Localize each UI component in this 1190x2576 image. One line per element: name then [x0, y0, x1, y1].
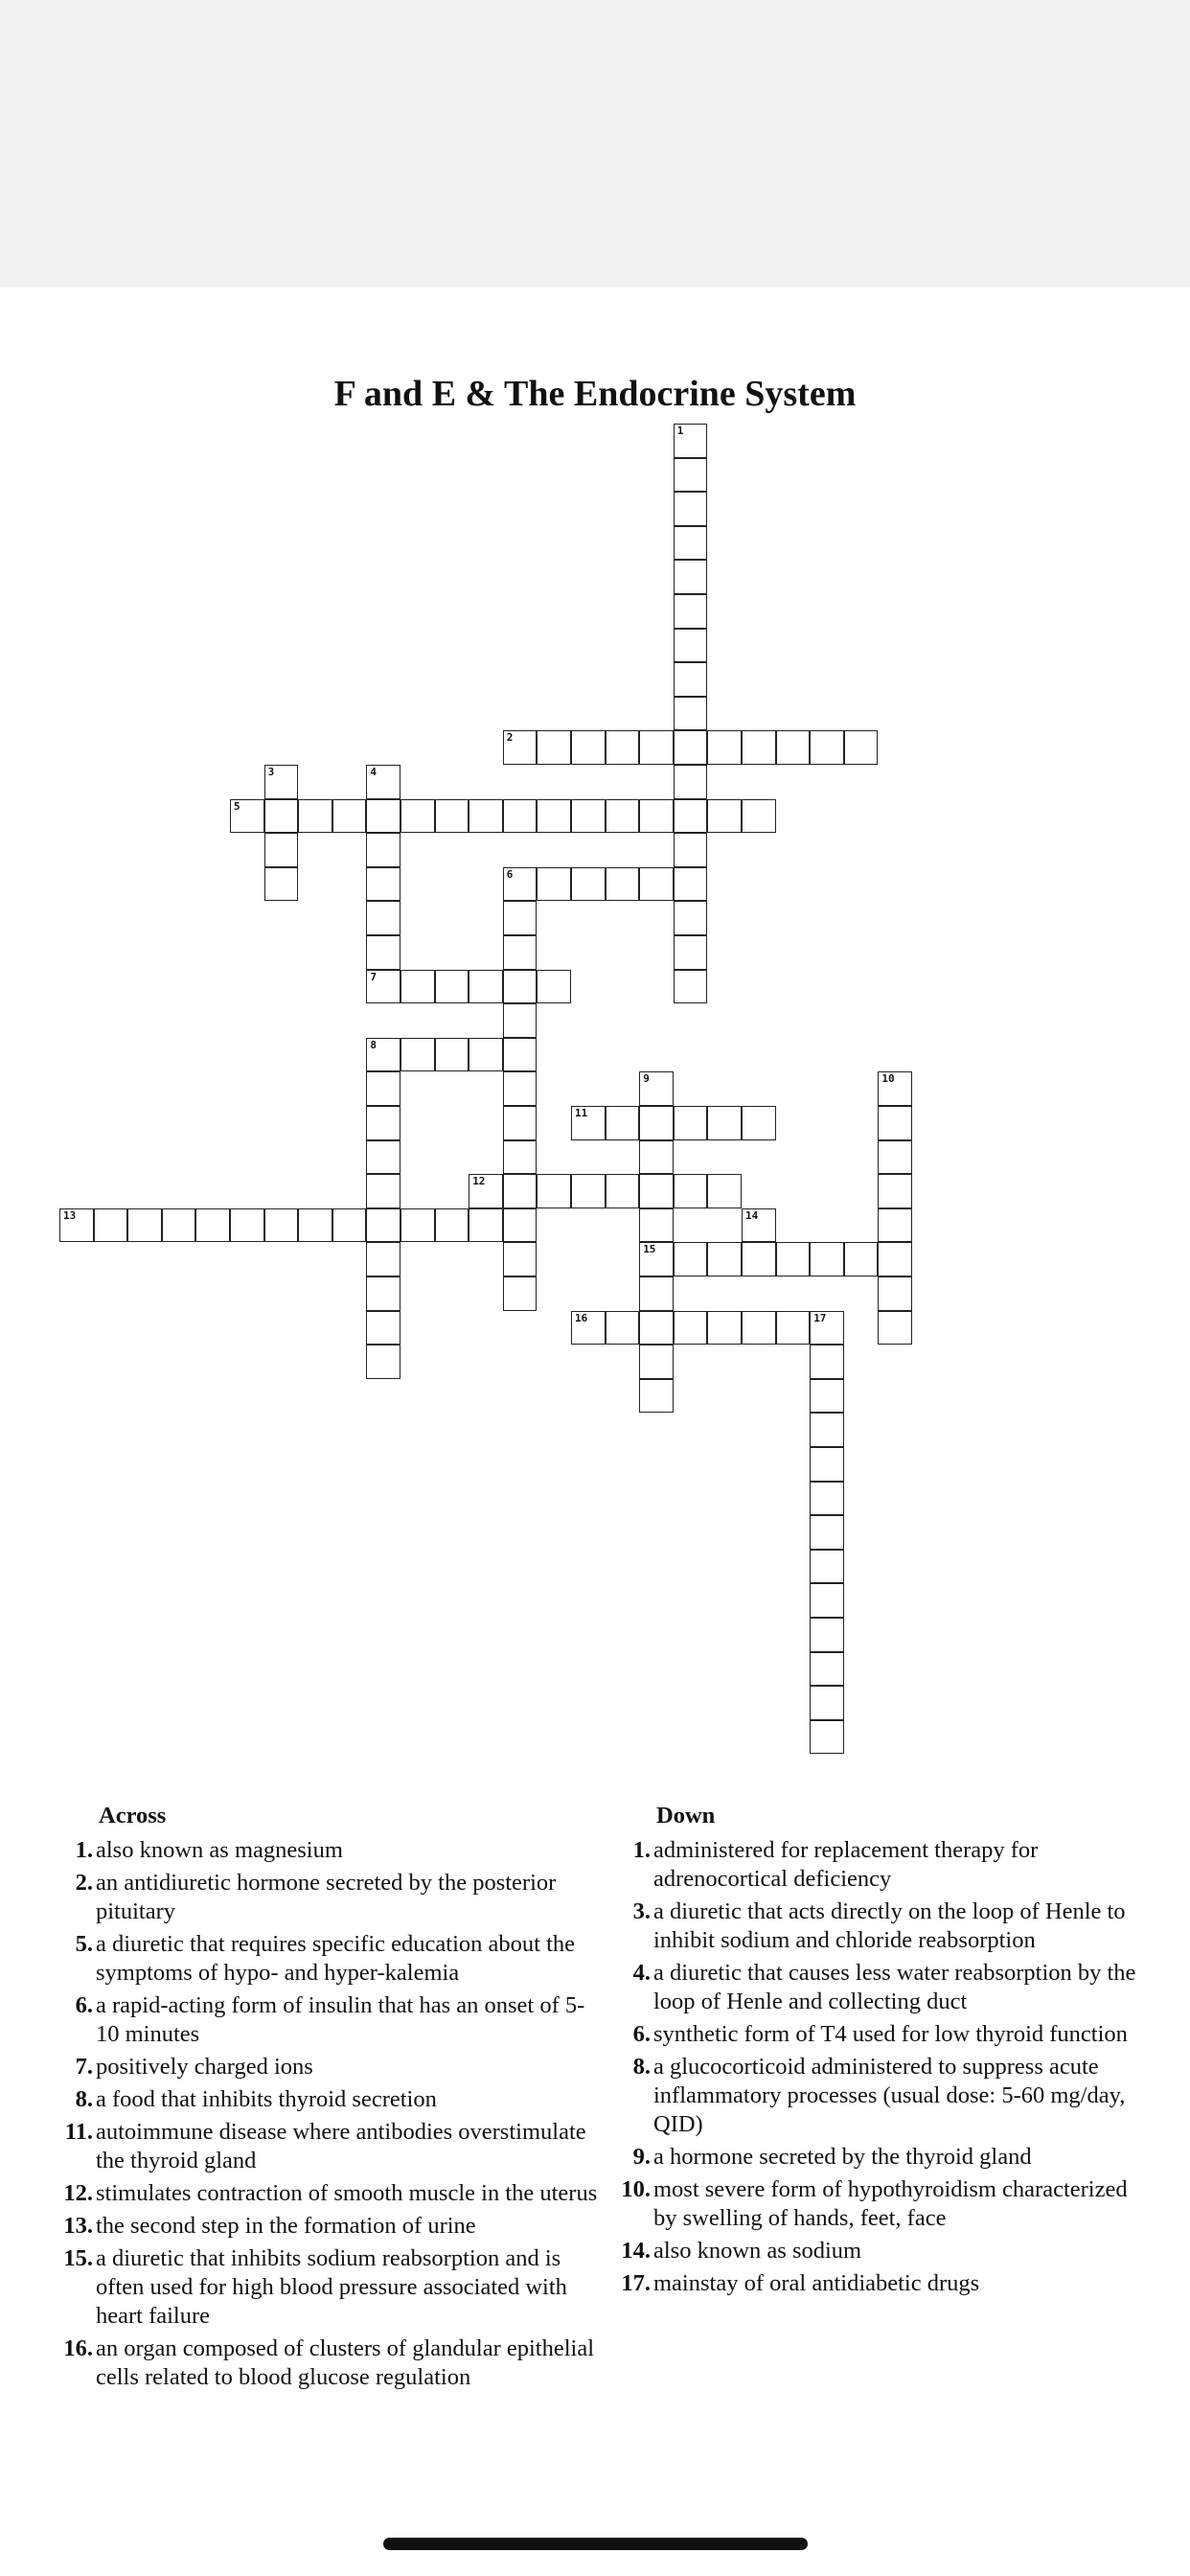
clue-item — [46, 2053, 602, 2082]
cell-number: 8 — [370, 1038, 378, 1051]
grid-cell[interactable] — [366, 935, 400, 970]
grid-cell[interactable] — [810, 1482, 844, 1516]
grid-cell[interactable] — [707, 1242, 742, 1276]
puzzle-title: F and E & The Endocrine System — [333, 374, 857, 414]
grid-cell[interactable] — [639, 799, 674, 834]
grid-cell[interactable] — [742, 1242, 776, 1276]
clue-text: synthetic form of T4 used for low thyroid function — [653, 2021, 1128, 2047]
grid-cell[interactable] — [298, 1208, 332, 1243]
clue-number: 5. — [75, 1931, 93, 1957]
clue-number: 11. — [64, 2119, 93, 2145]
grid-cell[interactable] — [674, 1174, 708, 1208]
grid-cell[interactable] — [537, 970, 571, 1004]
cell-number: 1 — [676, 425, 684, 437]
grid-cell[interactable] — [606, 730, 640, 765]
grid-cell[interactable] — [674, 799, 708, 834]
grid-cell[interactable] — [810, 1413, 844, 1447]
grid-cell[interactable] — [366, 799, 400, 834]
grid-cell[interactable] — [366, 1208, 400, 1243]
grid-cell[interactable] — [639, 1242, 674, 1276]
grid-cell[interactable] — [606, 1311, 640, 1346]
clue-number: 1. — [632, 1837, 651, 1863]
grid-cell[interactable] — [674, 867, 708, 902]
grid-cell[interactable] — [503, 1106, 538, 1140]
grid-cell[interactable] — [639, 1140, 674, 1175]
clue-text: administered for replacement therapy for adrenocortical deficiency — [653, 1837, 1039, 1892]
grid-cell[interactable] — [571, 799, 606, 834]
grid-cell[interactable] — [707, 1106, 742, 1140]
clue-text: a food that inhibits thyroid secretion — [96, 2086, 437, 2112]
grid-cell[interactable] — [810, 1447, 844, 1482]
grid-cell[interactable] — [639, 1345, 674, 1379]
grid-cell[interactable] — [878, 1174, 912, 1208]
clue-item — [604, 1836, 1150, 1894]
grid-cell[interactable] — [571, 1311, 606, 1346]
grid-cell[interactable] — [674, 492, 708, 526]
clue-number: 8. — [632, 2054, 651, 2080]
cell-number: 5 — [234, 799, 240, 813]
grid-cell[interactable] — [742, 799, 776, 834]
grid-cell[interactable] — [503, 867, 538, 902]
grid-cell[interactable] — [810, 1345, 844, 1379]
grid-cell[interactable] — [639, 1379, 674, 1414]
clue-text: stimulates contraction of smooth muscle in the uterus — [96, 2180, 598, 2206]
grid-cell[interactable] — [366, 1038, 400, 1072]
grid-cell[interactable] — [810, 1379, 844, 1414]
cell-number: 3 — [267, 766, 275, 778]
grid-cell[interactable] — [503, 970, 538, 1004]
grid-cell[interactable] — [195, 1208, 230, 1243]
grid-cell[interactable] — [94, 1208, 128, 1243]
grid-cell[interactable] — [810, 1686, 844, 1720]
grid-cell[interactable] — [674, 662, 708, 697]
across-clues — [46, 1800, 602, 2396]
grid-cell[interactable] — [366, 1242, 400, 1276]
clue-text: a diuretic that inhibits sodium reabsorption and is often used for high blood pressure associated with heart failure — [96, 2245, 567, 2329]
grid-cell[interactable] — [707, 730, 742, 765]
grid-cell[interactable] — [742, 730, 776, 765]
grid-cell[interactable] — [127, 1208, 162, 1243]
grid-cell[interactable] — [707, 799, 742, 834]
grid-cell[interactable] — [674, 833, 708, 867]
grid-cell[interactable] — [230, 1208, 264, 1243]
grid-cell[interactable] — [810, 1618, 844, 1652]
grid-cell[interactable] — [503, 1003, 538, 1038]
clue-number: 4. — [632, 1960, 651, 1986]
clue-number: 6. — [632, 2021, 651, 2047]
grid-cell[interactable] — [810, 730, 844, 765]
down-clues — [604, 1800, 1150, 2302]
grid-cell[interactable] — [571, 1174, 606, 1208]
grid-cell[interactable] — [264, 1208, 299, 1243]
grid-cell[interactable] — [503, 901, 538, 935]
clue-number: 14. — [621, 2238, 651, 2264]
clue-text: a hormone secreted by the thyroid gland — [653, 2144, 1032, 2170]
grid-cell[interactable] — [878, 1106, 912, 1140]
clue-text: also known as magnesium — [96, 1837, 343, 1863]
grid-cell[interactable] — [878, 1208, 912, 1243]
across-heading: Across — [99, 1803, 167, 1828]
grid-cell[interactable] — [878, 1140, 912, 1175]
clue-item — [46, 2118, 602, 2175]
top-blank-band — [0, 0, 1190, 288]
clue-item — [604, 1959, 1150, 2016]
grid-cell[interactable] — [366, 867, 400, 902]
clue-item — [46, 2334, 602, 2392]
grid-cell[interactable] — [503, 935, 538, 970]
grid-cell[interactable] — [366, 1140, 400, 1175]
clue-item — [46, 2179, 602, 2208]
grid-cell[interactable] — [810, 1583, 844, 1618]
grid-cell[interactable] — [674, 1106, 708, 1140]
grid-cell[interactable] — [400, 970, 435, 1004]
grid-cell[interactable] — [571, 1106, 606, 1140]
clue-text: a rapid-acting form of insulin that has an onset of 5-10 minutes — [96, 1992, 585, 2047]
grid-cell[interactable] — [571, 867, 606, 902]
grid-cell[interactable] — [810, 1550, 844, 1584]
cell-number: 9 — [643, 1072, 650, 1086]
grid-cell[interactable] — [742, 1106, 776, 1140]
grid-cell[interactable] — [264, 833, 299, 867]
grid-cell[interactable] — [435, 799, 469, 834]
grid-cell[interactable] — [639, 1276, 674, 1311]
grid-cell[interactable] — [776, 730, 811, 765]
grid-cell[interactable] — [503, 1071, 538, 1106]
grid-cell[interactable] — [435, 970, 469, 1004]
clue-item — [46, 1930, 602, 1988]
grid-cell[interactable] — [810, 1515, 844, 1550]
grid-cell[interactable] — [878, 1071, 912, 1106]
grid-cell[interactable] — [332, 799, 367, 834]
grid-cell[interactable] — [366, 1276, 400, 1311]
clue-number: 17. — [621, 2270, 651, 2296]
grid-cell[interactable] — [844, 1242, 879, 1276]
grid-cell[interactable] — [674, 765, 708, 799]
clue-item — [46, 1991, 602, 2049]
clue-number: 12. — [63, 2180, 93, 2206]
grid-cell[interactable] — [674, 424, 708, 458]
grid-cell[interactable] — [264, 799, 299, 834]
clue-number: 15. — [63, 2245, 93, 2271]
grid-cell[interactable] — [674, 935, 708, 970]
grid-cell[interactable] — [264, 867, 299, 902]
grid-cell[interactable] — [298, 799, 332, 834]
grid-cell[interactable] — [366, 970, 400, 1004]
clue-text: a diuretic that requires specific education about the symptoms of hypo- and hyper-kalemia — [96, 1931, 576, 1986]
clue-number: 7. — [75, 2054, 93, 2080]
cell-number: 16 — [575, 1311, 588, 1324]
grid-cell[interactable] — [366, 1071, 400, 1106]
grid-cell[interactable] — [606, 867, 640, 902]
down-clue-list — [604, 1836, 1150, 2298]
grid-cell[interactable] — [503, 1174, 538, 1208]
grid-cell[interactable] — [810, 1311, 844, 1346]
grid-cell[interactable] — [878, 1311, 912, 1346]
grid-cell[interactable] — [366, 901, 400, 935]
grid-cell[interactable] — [366, 1311, 400, 1346]
grid-cell[interactable] — [400, 799, 435, 834]
cell-number: 10 — [881, 1072, 895, 1086]
grid-cell[interactable] — [674, 901, 708, 935]
cell-number: 11 — [575, 1107, 588, 1119]
across-clue-list — [46, 1836, 602, 2392]
grid-cell[interactable] — [674, 1311, 708, 1346]
clue-text: positively charged ions — [96, 2054, 313, 2080]
grid-cell[interactable] — [503, 1276, 538, 1311]
grid-cell[interactable] — [606, 1106, 640, 1140]
grid-cell[interactable] — [639, 730, 674, 765]
grid-cell[interactable] — [674, 560, 708, 594]
clue-number: 1. — [75, 1837, 93, 1863]
grid-cell[interactable] — [400, 1208, 435, 1243]
clue-text: the second step in the formation of urine — [96, 2213, 476, 2239]
clue-number: 13. — [63, 2213, 93, 2239]
grid-cell[interactable] — [707, 1174, 742, 1208]
grid-cell[interactable] — [674, 526, 708, 561]
grid-cell[interactable] — [469, 1174, 503, 1208]
down-heading: Down — [656, 1803, 716, 1828]
clue-number: 3. — [632, 1898, 651, 1924]
grid-cell[interactable] — [469, 1208, 503, 1243]
cell-number: 15 — [643, 1243, 656, 1256]
clue-item — [604, 2053, 1150, 2139]
clue-text: mainstay of oral antidiabetic drugs — [653, 2270, 980, 2296]
clue-text: a diuretic that causes less water reabsorption by the loop of Henle and collecting duct — [653, 1960, 1136, 2014]
cell-number: 14 — [745, 1208, 759, 1222]
grid-cell[interactable] — [674, 730, 708, 765]
grid-cell[interactable] — [366, 1345, 400, 1379]
clue-item — [46, 2244, 602, 2331]
clue-number: 8. — [75, 2086, 93, 2112]
grid-cell[interactable] — [674, 629, 708, 663]
clue-item — [604, 2269, 1150, 2298]
clue-number: 10. — [621, 2176, 651, 2202]
cell-number: 13 — [63, 1208, 77, 1222]
grid-cell[interactable] — [810, 1652, 844, 1687]
grid-cell[interactable] — [674, 458, 708, 493]
grid-cell[interactable] — [332, 1208, 367, 1243]
grid-cell[interactable] — [230, 799, 264, 834]
clue-item — [46, 1869, 602, 1926]
grid-cell[interactable] — [571, 730, 606, 765]
clue-text: an organ composed of clusters of glandular epithelial cells related to blood glucose regulation — [96, 2335, 595, 2390]
grid-cell[interactable] — [674, 594, 708, 629]
clue-item — [604, 1898, 1150, 1955]
clue-text: most severe form of hypothyroidism characterized by swelling of hands, feet, face — [653, 2176, 1128, 2231]
grid-cell[interactable] — [537, 730, 571, 765]
clue-number: 9. — [632, 2144, 651, 2170]
grid-cell[interactable] — [503, 1208, 538, 1243]
grid-cell[interactable] — [366, 1174, 400, 1208]
grid-cell[interactable] — [503, 1140, 538, 1175]
clue-item — [604, 2143, 1150, 2172]
grid-cell[interactable] — [469, 799, 503, 834]
grid-cell[interactable] — [639, 1106, 674, 1140]
grid-cell[interactable] — [742, 1311, 776, 1346]
grid-cell[interactable] — [639, 1071, 674, 1106]
grid-cell[interactable] — [844, 730, 879, 765]
grid-cell[interactable] — [742, 1208, 776, 1243]
clue-item — [604, 2175, 1150, 2233]
cell-number: 12 — [472, 1175, 486, 1188]
cell-number: 7 — [370, 970, 378, 983]
grid-cell[interactable] — [366, 833, 400, 867]
cell-number: 2 — [506, 731, 514, 745]
clue-text: autoimmune disease where antibodies overstimulate the thyroid gland — [96, 2119, 586, 2174]
clue-number: 2. — [75, 1870, 93, 1896]
grid-cell[interactable] — [162, 1208, 196, 1243]
clue-item — [46, 2212, 602, 2241]
grid-cell[interactable] — [776, 1311, 811, 1346]
grid-cell[interactable] — [878, 1242, 912, 1276]
grid-cell[interactable] — [639, 867, 674, 902]
grid-cell[interactable] — [674, 1242, 708, 1276]
grid-cell[interactable] — [503, 730, 538, 765]
clue-number: 16. — [63, 2335, 93, 2361]
grid-cell[interactable] — [435, 1208, 469, 1243]
grid-cell[interactable] — [537, 1174, 571, 1208]
clue-number: 6. — [75, 1992, 93, 2018]
grid-cell[interactable] — [366, 1106, 400, 1140]
clue-text: also known as sodium — [653, 2238, 862, 2264]
grid-cell[interactable] — [366, 765, 400, 799]
grid-cell[interactable] — [606, 1174, 640, 1208]
grid-cell[interactable] — [810, 1242, 844, 1276]
grid-cell[interactable] — [878, 1276, 912, 1311]
grid-cell[interactable] — [674, 970, 708, 1004]
grid-cell[interactable] — [606, 799, 640, 834]
home-indicator — [383, 2538, 808, 2550]
grid-cell[interactable] — [537, 799, 571, 834]
grid-cell[interactable] — [400, 1038, 435, 1072]
grid-cell[interactable] — [776, 1242, 811, 1276]
clue-item — [46, 1836, 602, 1865]
cell-number: 4 — [370, 766, 378, 778]
grid-cell[interactable] — [639, 1174, 674, 1208]
grid-cell[interactable] — [707, 1311, 742, 1346]
cell-number: 17 — [813, 1311, 827, 1324]
grid-cell[interactable] — [503, 1038, 538, 1072]
clue-item — [604, 2020, 1150, 2049]
grid-cell[interactable] — [537, 867, 571, 902]
grid-cell[interactable] — [503, 1242, 538, 1276]
grid-cell[interactable] — [264, 765, 299, 799]
cell-number: 6 — [506, 867, 514, 881]
grid-cell[interactable] — [469, 970, 503, 1004]
grid-cell[interactable] — [435, 1038, 469, 1072]
grid-cell[interactable] — [503, 799, 538, 834]
grid-cell[interactable] — [810, 1720, 844, 1755]
grid-cell[interactable] — [59, 1208, 94, 1243]
clue-item — [46, 2085, 602, 2114]
grid-cell[interactable] — [639, 1208, 674, 1243]
grid-cell[interactable] — [469, 1038, 503, 1072]
clue-text: an antidiuretic hormone secreted by the posterior pituitary — [96, 1870, 557, 1924]
clue-item — [604, 2237, 1150, 2266]
grid-cell[interactable] — [639, 1311, 674, 1346]
clue-text: a glucocorticoid administered to suppress acute inflammatory processes (usual dose: 5-60 mg/day, QID) — [653, 2054, 1126, 2137]
clue-text: a diuretic that acts directly on the loop of Henle to inhibit sodium and chloride reabsorption — [653, 1898, 1126, 1953]
grid-cell[interactable] — [674, 697, 708, 731]
